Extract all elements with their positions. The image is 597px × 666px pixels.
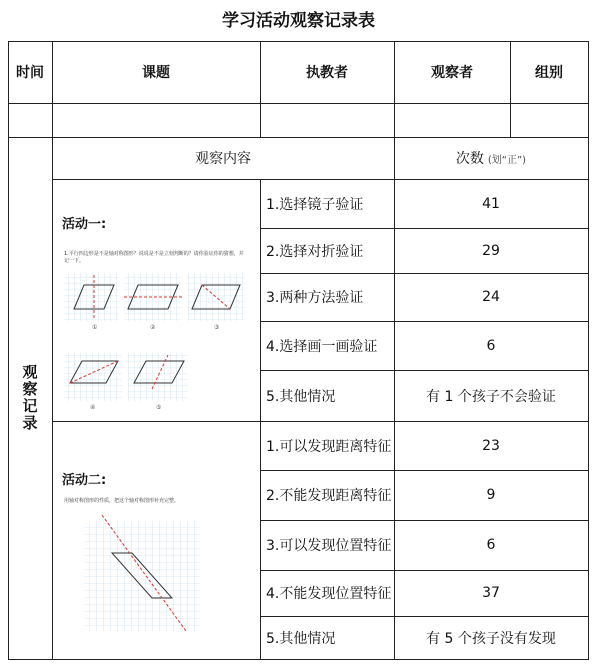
activity2-cell xyxy=(52,421,260,659)
activity2-row3-value: 6 xyxy=(486,537,496,553)
activity1-row4-label: 4.选择画一画验证 xyxy=(266,338,378,355)
activity2-note: 用轴对称图形的性质，把这个轴对称图形补充完整。 xyxy=(64,498,180,504)
subheader-content: 观察内容 xyxy=(195,151,251,167)
activity1-row2-label: 2.选择对折验证 xyxy=(266,243,364,260)
activity1-row5-label: 5.其他情况 xyxy=(266,388,336,405)
activity2-symmetry-figure xyxy=(82,513,202,633)
activity2-row1-value: 23 xyxy=(482,437,500,454)
activity1-title: 活动一: xyxy=(62,217,107,232)
svg-text:②: ② xyxy=(150,324,156,331)
activity2-row5-value: 有 5 个孩子没有发现 xyxy=(426,630,556,647)
activity2-row1-label: 1.可以发现距离特征 xyxy=(266,438,392,455)
activity2-row2-label: 2.不能发现距离特征 xyxy=(266,488,392,504)
section-label: 观察记录 xyxy=(20,364,39,432)
activity1-row1-label: 1.选择镜子验证 xyxy=(266,196,364,213)
activity2-row4-label: 4.不能发现位置特征 xyxy=(266,586,392,602)
activity2-row3-label: 3.可以发现位置特征 xyxy=(266,538,392,554)
activity1-row1-value: 41 xyxy=(482,195,500,212)
activity1-row5-value: 有 1 个孩子不会验证 xyxy=(426,388,556,405)
subheader-count-label: 次数 xyxy=(455,151,484,167)
activity1-row3-value: 24 xyxy=(482,289,500,305)
activity2-row4-value: 37 xyxy=(482,585,500,601)
activity1-cell xyxy=(52,179,260,421)
activity1-row2-value: 29 xyxy=(482,242,500,259)
section-label-cell xyxy=(8,137,52,659)
svg-text:⑤: ⑤ xyxy=(156,404,162,411)
header-group: 组别 xyxy=(535,65,563,81)
svg-text:①: ① xyxy=(92,324,98,331)
subheader-count-note: (划“正”) xyxy=(487,154,527,166)
activity2-title: 活动二: xyxy=(62,473,107,488)
header-teacher: 执教者 xyxy=(306,65,348,81)
activity1-row3-label: 3.两种方法验证 xyxy=(266,290,364,306)
svg-text:③: ③ xyxy=(214,324,220,331)
page-title: 学习活动观察记录表 xyxy=(222,11,375,31)
activity2-row2-value: 9 xyxy=(486,487,496,503)
activity1-note: 1.平行四边形是不是轴对称图形？说说是不是立刻判断的？请你验证你的猜想，并记一下。 xyxy=(64,251,244,264)
header-topic: 课题 xyxy=(142,65,170,81)
activity1-row4-value: 6 xyxy=(486,337,496,354)
header-observer: 观察者 xyxy=(431,65,473,81)
activity1-parallelogram-figures xyxy=(62,271,247,416)
observation-table xyxy=(8,41,589,660)
svg-text:④: ④ xyxy=(90,404,96,411)
header-time: 时间 xyxy=(16,65,44,81)
activity2-row5-label: 5.其他情况 xyxy=(266,630,336,647)
subheader-count xyxy=(394,137,588,179)
